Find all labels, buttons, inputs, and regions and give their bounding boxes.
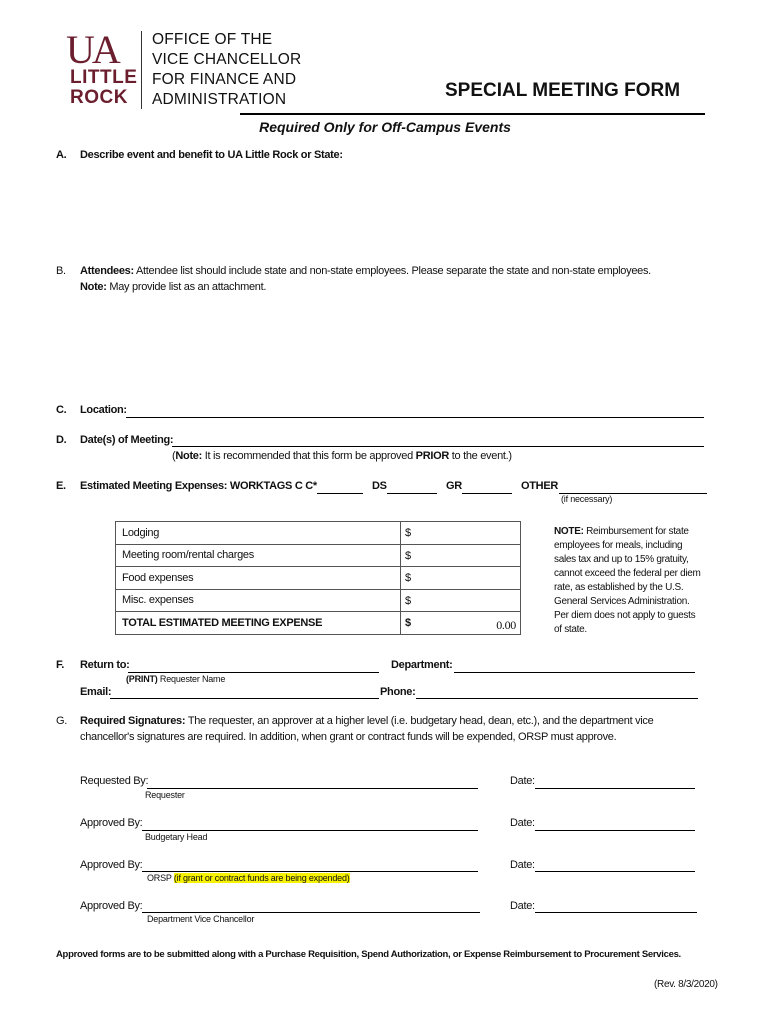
currency-symbol: $ — [405, 594, 411, 607]
table-row — [116, 612, 521, 635]
table-row — [116, 544, 521, 567]
section-d-letter: D. — [56, 434, 67, 446]
print-label: (PRINT) — [126, 674, 158, 684]
table-row — [116, 589, 521, 612]
per-diem-note-label: NOTE: — [554, 526, 584, 537]
section-a-label: Describe event and benefit to UA Little Rock or State: — [80, 149, 343, 161]
total-amount-field — [401, 612, 521, 635]
lodging-amount-field[interactable] — [401, 522, 521, 545]
submission-instructions: Approved forms are to be submitted along with a Purchase Requisition, Spend Authorization, or Expense Reimbursement to Procurement Services. — [56, 949, 681, 960]
orsp-role: ORSP — [147, 873, 172, 883]
phone-field[interactable] — [416, 684, 698, 699]
section-a-letter: A. — [56, 149, 67, 161]
required-signatures-label: Required Signatures: — [80, 715, 186, 727]
location-field[interactable] — [126, 403, 704, 418]
vice-chancellor-role-label: Department Vice Chancellor — [147, 914, 255, 924]
signatures-instructions-line-1 — [80, 715, 653, 727]
budgetary-head-date-field[interactable] — [535, 816, 695, 831]
meeting-room-amount-field[interactable] — [401, 544, 521, 567]
worktag-cc-field[interactable] — [317, 479, 363, 494]
currency-symbol: $ — [405, 527, 411, 539]
section-e-letter: E. — [56, 480, 66, 492]
department-label: Department: — [391, 659, 453, 671]
note-prior: PRIOR — [415, 450, 449, 462]
expense-label: Meeting room/rental charges — [116, 544, 401, 567]
approved-by-label: Approved By: — [80, 900, 143, 912]
orsp-date-label: Date: — [510, 859, 535, 871]
expense-label: Misc. expenses — [116, 589, 401, 612]
office-line-1: OFFICE OF THE — [152, 31, 273, 48]
orsp-role-label — [147, 873, 350, 883]
budgetary-head-role-label: Budgetary Head — [145, 832, 208, 842]
section-c-letter: C. — [56, 404, 67, 416]
section-b-note — [80, 281, 266, 293]
requested-by-label: Requested By: — [80, 775, 149, 787]
section-b-letter: B. — [56, 265, 66, 277]
location-label: Location: — [80, 404, 127, 416]
budgetary-head-date-label: Date: — [510, 817, 535, 829]
meeting-dates-label: Date(s) of Meeting: — [80, 434, 174, 446]
worktags-label: Estimated Meeting Expenses: WORKTAGS C C* — [80, 480, 317, 492]
if-necessary-label: (if necessary) — [561, 494, 613, 504]
worktag-ds-label: DS — [372, 480, 387, 492]
attendees-note-text: May provide list as an attachment. — [109, 281, 267, 293]
office-line-2: VICE CHANCELLOR — [152, 51, 302, 68]
orsp-condition-highlight: (if grant or contract funds are being expended) — [173, 873, 350, 883]
phone-label: Phone: — [380, 686, 416, 698]
logo-ua-text: UA — [66, 27, 118, 72]
worktag-gr-label: GR — [446, 480, 462, 492]
form-title: SPECIAL MEETING FORM — [445, 80, 681, 101]
total-amount-value: 0.00 — [496, 617, 516, 632]
currency-symbol: $ — [405, 617, 411, 629]
note-text: It is recommended that this form be approved — [204, 450, 413, 462]
logo-little-text: LITTLE — [70, 67, 138, 88]
office-line-4: ADMINISTRATION — [152, 91, 287, 108]
table-row — [116, 567, 521, 590]
per-diem-note — [554, 525, 704, 637]
revision-date: (Rev. 8/3/2020) — [654, 979, 718, 990]
section-g-letter: G. — [56, 715, 68, 727]
currency-symbol: $ — [405, 572, 411, 584]
table-row — [116, 522, 521, 545]
expense-label: Food expenses — [116, 567, 401, 590]
worktag-other-field[interactable] — [559, 479, 707, 494]
requester-name-hint — [126, 674, 225, 684]
logo-rock-text: ROCK — [70, 87, 128, 108]
attendees-instructions: Attendee list should include state and non-state employees. Please separate the state and non-state employees. — [136, 265, 651, 277]
currency-symbol: $ — [405, 549, 411, 562]
misc-amount-field[interactable] — [401, 589, 521, 612]
approved-by-label: Approved By: — [80, 859, 143, 871]
vice-chancellor-date-label: Date: — [510, 900, 535, 912]
note-label: Note: — [175, 450, 202, 462]
vice-chancellor-signature-field[interactable] — [142, 898, 480, 913]
logo-divider — [141, 31, 142, 109]
orsp-date-field[interactable] — [535, 857, 695, 872]
vice-chancellor-date-field[interactable] — [535, 898, 697, 913]
section-b-text — [80, 265, 651, 277]
requester-signature-field[interactable] — [147, 774, 478, 789]
meeting-dates-note — [172, 450, 512, 462]
note-end: to the event.) — [451, 450, 512, 462]
food-amount-field[interactable] — [401, 567, 521, 590]
attendees-field[interactable] — [80, 298, 700, 398]
department-field[interactable] — [454, 658, 695, 673]
approved-by-label: Approved By: — [80, 817, 143, 829]
note-open-paren: ( — [172, 450, 176, 462]
expense-table — [115, 521, 521, 635]
title-rule — [240, 113, 705, 115]
signatures-text-line-1: The requester, an approver at a higher level (i.e. budgetary head, dean, etc.), and the department vice — [187, 715, 654, 727]
requester-date-label: Date: — [510, 775, 535, 787]
worktag-other-label: OTHER — [521, 480, 559, 492]
requester-name-label: Requester Name — [159, 674, 226, 684]
total-label: TOTAL ESTIMATED MEETING EXPENSE — [116, 612, 401, 635]
return-to-label: Return to: — [80, 659, 130, 671]
office-line-3: FOR FINANCE AND — [152, 71, 297, 88]
attendees-label: Attendees: — [80, 265, 134, 277]
expense-label: Lodging — [116, 522, 401, 545]
section-f-letter: F. — [56, 659, 64, 671]
budgetary-head-signature-field[interactable] — [142, 816, 478, 831]
signatures-instructions-line-2: chancellor's signatures are required. In addition, when grant or contract funds will be expended, ORSP must approve. — [80, 731, 617, 743]
requester-role-label: Requester — [145, 790, 185, 800]
per-diem-note-text: Reimbursement for state employees for meals, including sales tax and up to 15% gratuity, cannot exceed the federal per diem rate, as established by the U.S. General Services Administration. Per diem does not apply to guests of state. — [554, 526, 701, 635]
email-label: Email: — [80, 686, 112, 698]
requester-date-field[interactable] — [535, 774, 695, 789]
return-to-field[interactable] — [128, 658, 379, 673]
orsp-signature-field[interactable] — [142, 857, 478, 872]
event-description-field[interactable] — [80, 168, 700, 258]
worktag-ds-field[interactable] — [387, 479, 437, 494]
form-subtitle: Required Only for Off-Campus Events — [259, 119, 511, 135]
meeting-dates-field[interactable] — [172, 432, 704, 447]
email-field[interactable] — [110, 684, 379, 699]
attendees-note-label: Note: — [80, 281, 107, 293]
worktag-gr-field[interactable] — [462, 479, 512, 494]
